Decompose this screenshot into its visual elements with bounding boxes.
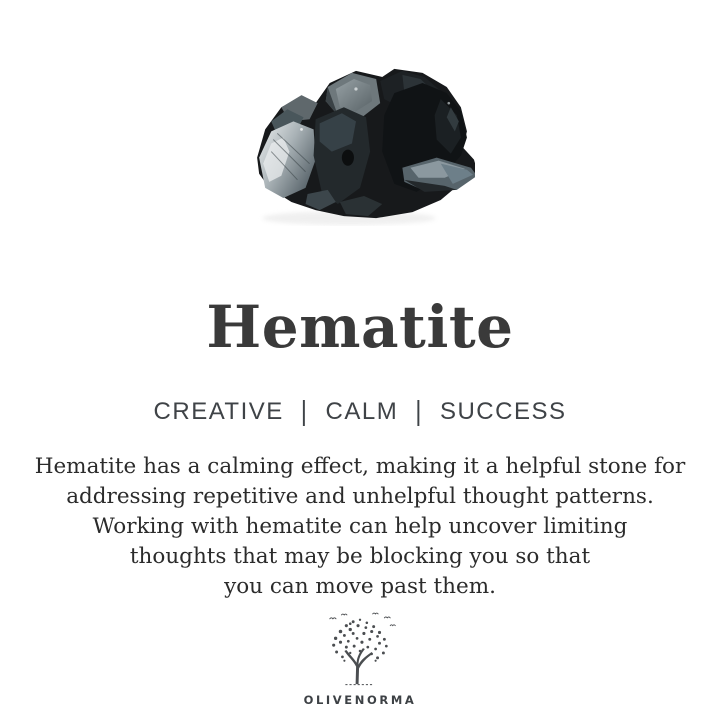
product-description: [0, 452, 720, 602]
description-line: addressing repetitive and unhelpful thought patterns.: [66, 484, 654, 509]
brand-name: OLIVENORMA: [303, 693, 417, 707]
keyword-item: SUCCESS: [439, 398, 567, 425]
description-line: thoughts that may be blocking you so that: [129, 544, 591, 569]
keyword-list: [0, 395, 720, 427]
keyword-item: CREATIVE: [153, 398, 284, 425]
keyword-separator: |: [415, 395, 423, 427]
product-title: Hematite: [206, 293, 514, 361]
brand-logo: [0, 612, 720, 694]
tree-with-birds-icon: [318, 612, 402, 690]
description-line: Working with hematite can help uncover limiting: [92, 514, 628, 539]
hematite-stone-image: [243, 58, 475, 226]
description-line: you can move past them.: [224, 574, 496, 599]
hematite-stone-graphic: [243, 58, 475, 226]
description-line: Hematite has a calming effect, making it a helpful stone for: [34, 454, 686, 479]
keyword-item: CALM: [325, 398, 399, 425]
keyword-separator: |: [300, 395, 309, 427]
